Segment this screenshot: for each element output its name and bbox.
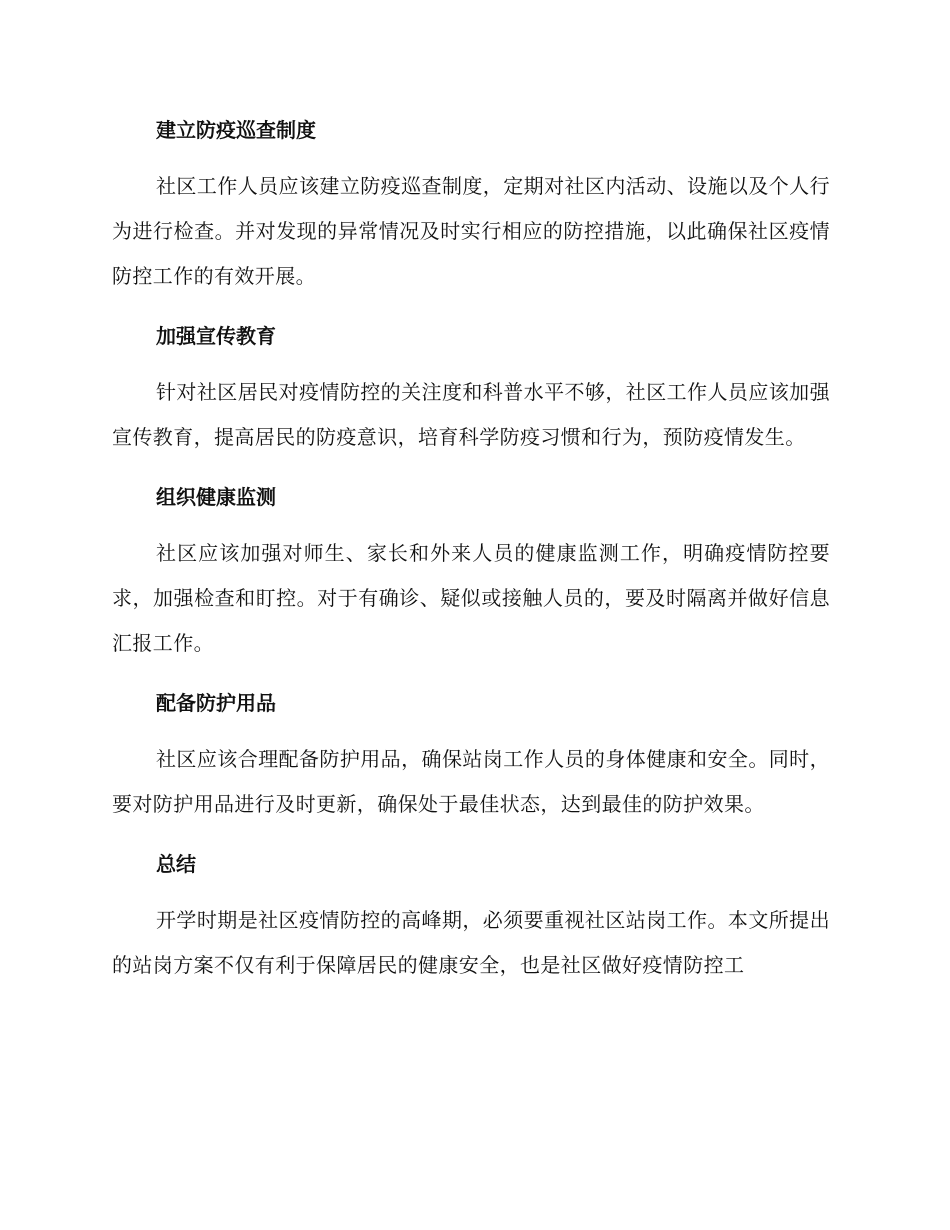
section-heading: 总结 — [156, 852, 196, 876]
section-paragraph: 开学时期是社区疫情防控的高峰期，必须要重视社区站岗工作。本文所提出的站岗方案不仅有利于保障居民的健康安全，也是社区做好疫情防控工 — [112, 908, 830, 977]
section-heading: 加强宣传教育 — [156, 324, 276, 348]
section-heading: 组织健康监测 — [156, 485, 276, 509]
section-heading: 建立防疫巡查制度 — [156, 118, 316, 142]
section-paragraph: 社区工作人员应该建立防疫巡查制度，定期对社区内活动、设施以及个人行为进行检查。并对发现的异常情况及时实行相应的防控措施，以此确保社区疫情防控工作的有效开展。 — [112, 174, 830, 288]
section-paragraph: 社区应该合理配备防护用品，确保站岗工作人员的身体健康和安全。同时，要对防护用品进行及时更新，确保处于最佳状态，达到最佳的防护效果。 — [112, 747, 830, 816]
section-health-monitoring — [112, 475, 830, 666]
section-protective-supplies — [112, 681, 830, 827]
section-publicity-education — [112, 314, 830, 460]
section-summary — [112, 842, 830, 988]
section-paragraph: 社区应该加强对师生、家长和外来人员的健康监测工作，明确疫情防控要求，加强检查和盯控。对于有确诊、疑似或接触人员的，要及时隔离并做好信息汇报工作。 — [112, 541, 830, 655]
section-patrol-system — [112, 108, 830, 299]
section-paragraph: 针对社区居民对疫情防控的关注度和科普水平不够，社区工作人员应该加强宣传教育，提高居民的防疫意识，培育科学防疫习惯和行为，预防疫情发生。 — [112, 380, 830, 449]
section-heading: 配备防护用品 — [156, 691, 276, 715]
document-content — [112, 108, 830, 1003]
